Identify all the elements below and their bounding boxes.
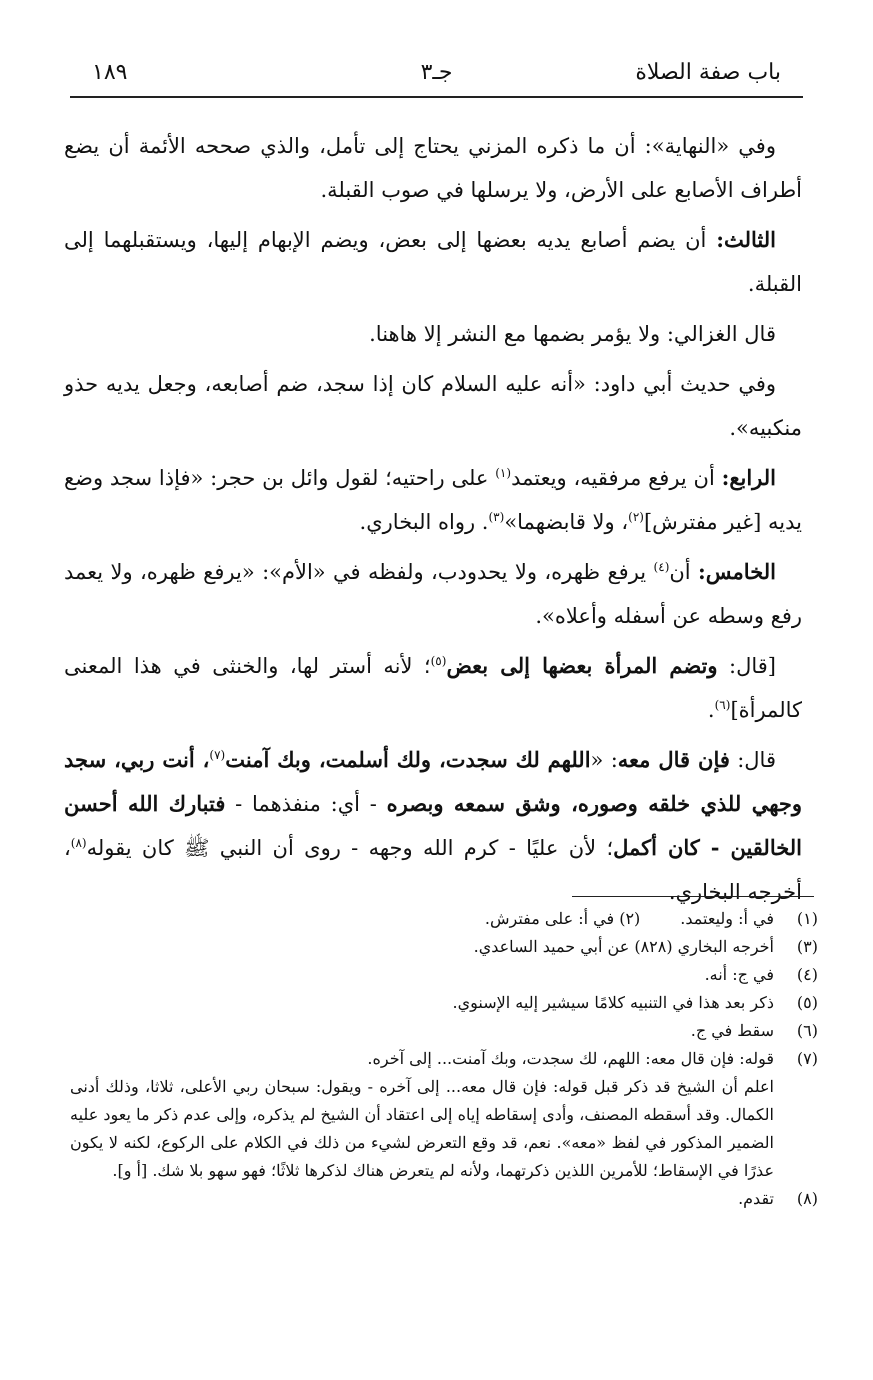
section-heading-fourth: الرابع: bbox=[721, 465, 777, 490]
footnote-ref[interactable]: (٥) bbox=[430, 654, 447, 668]
main-text bbox=[64, 124, 802, 920]
paragraph-dua: قال: فإن قال معه: «اللهم لك سجدت، ولك أسلمت، وبك آمنت$^{(٧)}$، أنت ربي، سجد وجهي للذي خلقه وصوره، وشق سمعه وبصره - أي: منفذهما - فتبارك الله أحسن الخالقين - كان أكمل؛ لأن عليًا - كرم الله وجهه - روى أن النبي ﷺ كان يقوله$^{(٨)}$، أخرجه البخاري. bbox=[64, 747, 803, 904]
paragraph-abu-dawud: وفي حديث أبي داود: «أنه عليه السلام كان إذا سجد، ضم أصابعه، وجعل يديه حذو منكبيه». bbox=[64, 372, 802, 440]
footnote-7: (٧) قوله: فإن قال معه: اللهم، لك سجدت، وبك آمنت... إلى آخره. bbox=[367, 1049, 818, 1068]
footnote-ref[interactable]: (٧) bbox=[209, 748, 226, 762]
running-head bbox=[92, 58, 781, 88]
paragraph-nihaya: وفي «النهاية»: أن ما ذكره المزني يحتاج إلى تأمل، والذي صححه الأئمة أن يضع أطراف الأصابع على الأرض، ولا يرسلها في صوب القبلة. bbox=[64, 134, 802, 202]
footnote-ref[interactable]: (٢) bbox=[628, 510, 644, 524]
footnote-5: (٥) ذكر بعد هذا في التنبيه كلامًا سيشير إليه الإسنوي. bbox=[452, 993, 818, 1012]
footnote-4: (٤) في ج: أنه. bbox=[704, 965, 818, 984]
paragraph-woman: [قال: وتضم المرأة بعضها إلى بعض$^{(٥)}$؛ لأنه أستر لها، والخنثى في هذا المعنى كالمرأة]$^{(٦)}$. bbox=[64, 653, 802, 722]
footnote-1-2: (١) في أ: وليعتمد.(٢) في أ: على مفترش. bbox=[484, 909, 818, 928]
volume-label: جـ٣ bbox=[420, 60, 453, 85]
page-number: ١٨٩ bbox=[92, 60, 128, 85]
header-divider bbox=[70, 96, 803, 98]
paragraph-third: الثالث: أن يضم أصابع يديه بعضها إلى بعض، ويضم الإبهام إليها، ويستقبلهما إلى القبلة. bbox=[64, 227, 802, 296]
footnote-ref[interactable]: (٤) bbox=[653, 560, 670, 574]
footnote-7-commentary: اعلم أن الشيخ قد ذكر قبل قوله: فإن قال معه... إلى آخره - ويقول: سبحان ربي الأعلى، ثلاثا، وذلك أدنى الكمال. وقد أسقطه المصنف، وأدى إسقاطه إياه إلى اعتقاد أن الشيخ لم يذكره، وإلى عدم ذكر ما يعود عليه الضمير المذكور في لفظ «معه». نعم، قد وقع التعرض لشيء من ذلك في الكلام على الركوع، لكنه لا يكون عذرًا في الإسقاط؛ للأمرين اللذين ذكرتهما، ولأنه لم يتعرض هناك لذكرها ثلاثًا؛ فهو سهو بلا شك. [أ و]. bbox=[70, 1077, 774, 1180]
footnote-ref[interactable]: (١) bbox=[495, 466, 512, 480]
chapter-title: باب صفة الصلاة bbox=[635, 60, 781, 85]
section-heading-fifth: الخامس: bbox=[698, 559, 776, 584]
footnote-8: (٨) تقدم. bbox=[738, 1189, 818, 1208]
footnote-3: (٣) أخرجه البخاري (٨٢٨) عن أبي حميد الساعدي. bbox=[473, 937, 818, 956]
footnote-6: (٦) سقط في ج. bbox=[690, 1021, 818, 1040]
section-heading-third: الثالث: bbox=[716, 227, 776, 252]
paragraph-fourth: الرابع: أن يرفع مرفقيه، ويعتمد$^{(١)}$ على راحتيه؛ لقول وائل بن حجر: «فإذا سجد وضع يديه [غير مفترش]$^{(٢)}$، ولا قابضهما»$^{(٣)}$. رواه البخاري. bbox=[64, 465, 802, 534]
paragraph-ghazali: قال الغزالي: ولا يؤمر بضمها مع النشر إلا هاهنا. bbox=[369, 322, 776, 346]
footnote-divider bbox=[572, 896, 814, 897]
footnote-ref[interactable]: (٦) bbox=[714, 698, 731, 712]
footnote-ref[interactable]: (٨) bbox=[70, 836, 87, 850]
footnote-ref[interactable]: (٣) bbox=[488, 510, 505, 524]
paragraph-fifth: الخامس: أن$^{(٤)}$ يرفع ظهره، ولا يحدودب، ولفظه في «الأم»: «يرفع ظهره، ولا يعمد رفع وسطه عن أسفله وأعلاه». bbox=[64, 559, 802, 628]
footnotes bbox=[70, 905, 818, 1213]
